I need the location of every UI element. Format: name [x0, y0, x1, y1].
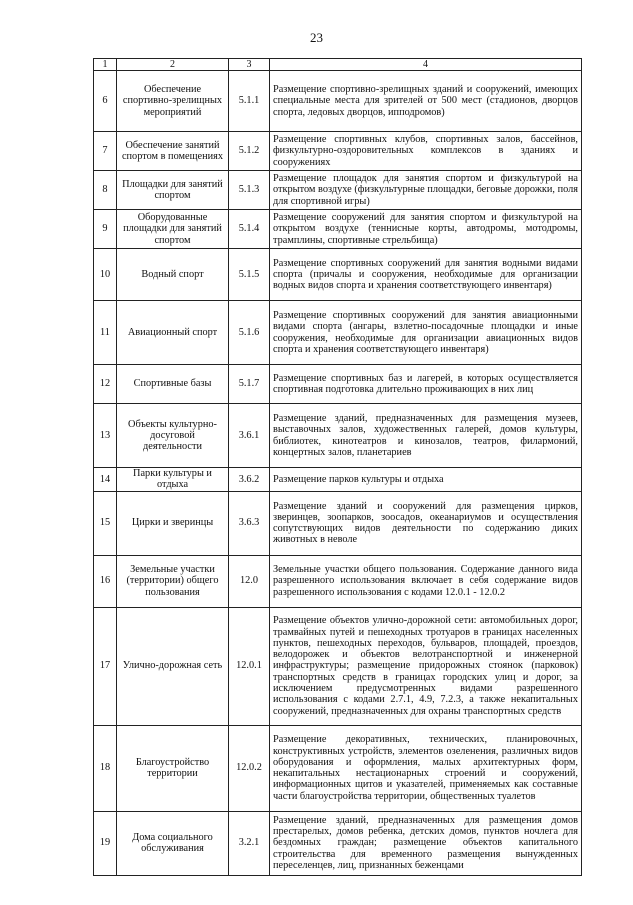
- land-use-description: Размещение зданий и сооружений для размещения цирков, зверинцев, зоопарков, зоосадов, океанариумов и осуществления сопутствующих видов деятельности по содержанию диких животных в неволе: [270, 491, 582, 555]
- header-col-3: 3: [229, 59, 270, 71]
- table-row: [94, 132, 582, 171]
- row-number: 11: [94, 301, 117, 365]
- land-use-description: Размещение зданий, предназначенных для размещения музеев, выставочных залов, художественных галерей, домов культуры, библиотек, кинотеатров и кинозалов, театров, филармоний, концертных залов, планетариев: [270, 404, 582, 468]
- table-body: [94, 71, 582, 876]
- land-use-description: Размещение спортивных клубов, спортивных залов, бассейнов, физкультурно-оздоровительных комплексов в зданиях и сооружениях: [270, 132, 582, 171]
- land-use-table: [93, 58, 582, 876]
- row-number: 9: [94, 210, 117, 249]
- land-use-description: Размещение спортивных баз и лагерей, в которых осуществляется спортивная подготовка длительно проживающих в них лиц: [270, 365, 582, 404]
- land-use-name: Объекты культурно-досуговой деятельности: [117, 404, 229, 468]
- land-use-code: 5.1.7: [229, 365, 270, 404]
- land-use-name: Обеспечение спортивно-зрелищных мероприятий: [117, 71, 229, 132]
- land-use-name: Парки культуры и отдыха: [117, 468, 229, 492]
- table-row: [94, 555, 582, 607]
- header-col-1: 1: [94, 59, 117, 71]
- table-row: [94, 301, 582, 365]
- land-use-description: Размещение зданий, предназначенных для размещения домов престарелых, домов ребенка, детских домов, пунктов ночлега для бездомных граждан; размещение объектов капитального строительства для временного размещения вынужденных переселенцев, лиц, признанных беженцами: [270, 811, 582, 875]
- land-use-name: Благоустройство территории: [117, 725, 229, 811]
- row-number: 19: [94, 811, 117, 875]
- land-use-name: Авиационный спорт: [117, 301, 229, 365]
- land-use-code: 12.0.1: [229, 607, 270, 725]
- table-row: [94, 468, 582, 492]
- land-use-code: 3.6.1: [229, 404, 270, 468]
- land-use-code: 5.1.3: [229, 171, 270, 210]
- table-row: [94, 71, 582, 132]
- row-number: 16: [94, 555, 117, 607]
- row-number: 13: [94, 404, 117, 468]
- land-use-code: 5.1.6: [229, 301, 270, 365]
- table-row: [94, 725, 582, 811]
- row-number: 8: [94, 171, 117, 210]
- land-use-code: 5.1.2: [229, 132, 270, 171]
- land-use-description: Размещение спортивных сооружений для занятия водными видами спорта (причалы и сооружения, необходимые для организации водных видов спорта и хранения соответствующего инвентаря): [270, 249, 582, 301]
- land-use-name: Дома социального обслуживания: [117, 811, 229, 875]
- land-use-name: Площадки для занятий спортом: [117, 171, 229, 210]
- land-use-name: Земельные участки (территории) общего пользования: [117, 555, 229, 607]
- land-use-name: Водный спорт: [117, 249, 229, 301]
- row-number: 6: [94, 71, 117, 132]
- land-use-code: 12.0: [229, 555, 270, 607]
- land-use-code: 3.2.1: [229, 811, 270, 875]
- land-use-description: Размещение спортивно-зрелищных зданий и сооружений, имеющих специальные места для зрителей от 500 мест (стадионов, дворцов спорта, ледовых дворцов, ипподромов): [270, 71, 582, 132]
- row-number: 18: [94, 725, 117, 811]
- table-row: [94, 249, 582, 301]
- land-use-code: 5.1.1: [229, 71, 270, 132]
- land-use-code: 12.0.2: [229, 725, 270, 811]
- land-use-description: Размещение объектов улично-дорожной сети: автомобильных дорог, трамвайных путей и пешеходных тротуаров в границах населенных пунктов, пешеходных переходов, бульваров, площадей, проездов, велодорожек и объектов велотранспортной и инженерной инфраструктуры; размещение придорожных стоянок (парковок) транспортных средств в границах городских улиц и дорог, за исключением предусмотренных видами разрешенного использования с кодами 2.7.1, 4.9, 7.2.3, а также некапитальных сооружений, предназначенных для охраны транспортных средств: [270, 607, 582, 725]
- row-number: 15: [94, 491, 117, 555]
- land-use-name: Спортивные базы: [117, 365, 229, 404]
- land-use-name: Улично-дорожная сеть: [117, 607, 229, 725]
- row-number: 17: [94, 607, 117, 725]
- table-row: [94, 811, 582, 875]
- table-row: [94, 404, 582, 468]
- header-col-4: 4: [270, 59, 582, 71]
- land-use-description: Размещение декоративных, технических, планировочных, конструктивных устройств, элементов озеленения, различных видов оборудования и оформления, малых архитектурных форм, некапитальных нестационарных строений и сооружений, информационных щитов и указателей, применяемых как составные части благоустройства территории, общественных туалетов: [270, 725, 582, 811]
- table-row: [94, 365, 582, 404]
- land-use-name: Оборудованные площадки для занятий спортом: [117, 210, 229, 249]
- land-use-description: Размещение площадок для занятия спортом и физкультурой на открытом воздухе (физкультурные площадки, беговые дорожки, поля для спортивной игры): [270, 171, 582, 210]
- land-use-description: Размещение парков культуры и отдыха: [270, 468, 582, 492]
- land-use-code: 3.6.2: [229, 468, 270, 492]
- land-use-description: Размещение сооружений для занятия спортом и физкультурой на открытом воздухе (теннисные корты, автодромы, мотодромы, трамплины, спортивные стрельбища): [270, 210, 582, 249]
- row-number: 14: [94, 468, 117, 492]
- land-use-code: 3.6.3: [229, 491, 270, 555]
- land-use-name: Цирки и зверинцы: [117, 491, 229, 555]
- row-number: 12: [94, 365, 117, 404]
- table-row: [94, 607, 582, 725]
- table-row: [94, 491, 582, 555]
- land-use-code: 5.1.4: [229, 210, 270, 249]
- row-number: 10: [94, 249, 117, 301]
- table-row: [94, 171, 582, 210]
- page-number: 23: [310, 30, 323, 45]
- land-use-name: Обеспечение занятий спортом в помещениях: [117, 132, 229, 171]
- land-use-description: Размещение спортивных сооружений для занятия авиационными видами спорта (ангары, взлетно-посадочные площадки и иные сооружения, необходимые для организации авиационных видов спорта и хранения соответствующего инвентаря): [270, 301, 582, 365]
- table-row: [94, 210, 582, 249]
- row-number: 7: [94, 132, 117, 171]
- header-col-2: 2: [117, 59, 229, 71]
- table-header-row: [94, 59, 582, 71]
- land-use-code: 5.1.5: [229, 249, 270, 301]
- land-use-description: Земельные участки общего пользования. Содержание данного вида разрешенного использования включает в себя содержание видов разрешенного использования с кодами 12.0.1 - 12.0.2: [270, 555, 582, 607]
